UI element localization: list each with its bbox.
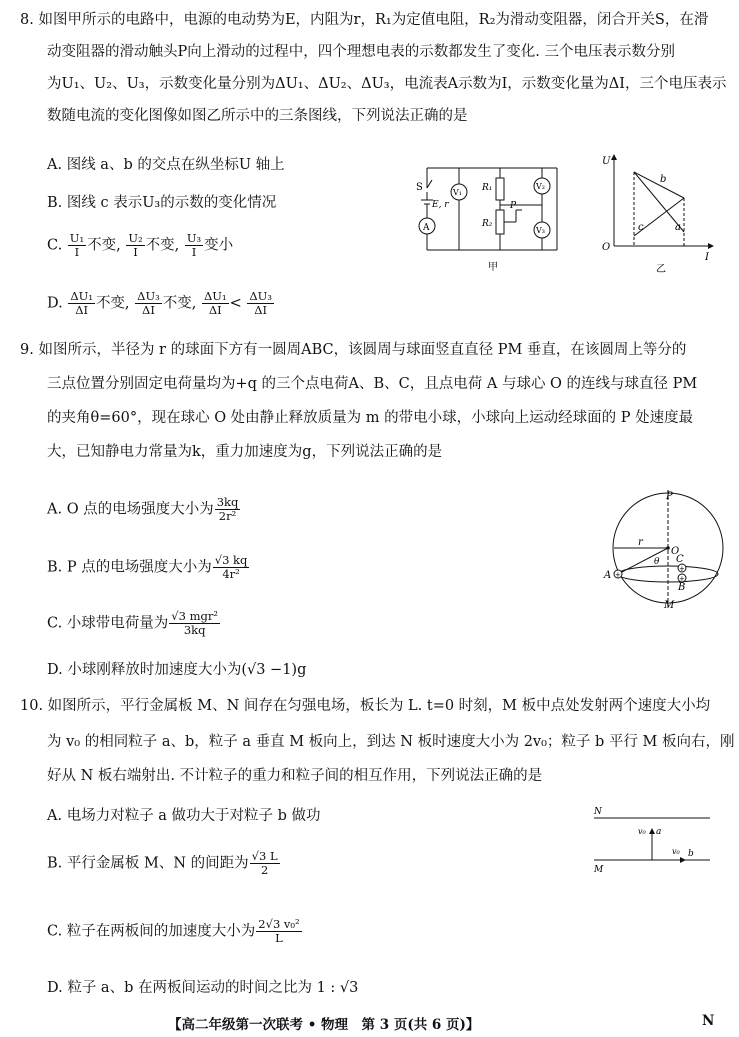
theta-label: θ: [654, 557, 660, 567]
q8-line-2: 动变阻器的滑动触头P向上滑动的过程中，四个理想电表的示数都发生了变化. 三个电压表示数分别: [47, 44, 675, 60]
charge-b-label: B: [678, 582, 686, 593]
point-o-label: O: [671, 546, 680, 557]
r2-label: R₂: [482, 219, 493, 229]
velocity-a-label: v₀: [638, 827, 646, 836]
q10-line-2: 为 v₀ 的相同粒子 a、b，粒子 a 垂直 M 板向上，到达 N 板时速度大小为 2v₀；粒子 b 平行 M 板向右，刚: [47, 734, 735, 750]
fraction: $\frac{√3 kq}{\text{4r²}}$: [214, 553, 248, 581]
fraction: $\frac{\text{ΔU₃}}{\Delta I}$: [137, 289, 160, 317]
line-a-label: a: [675, 222, 681, 233]
q8-line-3: 为U₁、U₂、U₃，示数变化量分别为ΔU₁、ΔU₂、ΔU₃，电流表A示数为I，示数变化量为ΔI，三个电压表示: [47, 76, 727, 92]
fraction: $\frac{\text{ΔU₁}}{\Delta I}$: [70, 289, 93, 317]
plate-m-label: M: [594, 865, 604, 875]
q9-option-a: A. O 点的电场强度大小为 $\frac{3kq}{\text{2r²}}$: [47, 495, 239, 523]
q8-option-d: D. $\frac{\text{ΔU₁}}{\Delta I}$ 不变, $\frac{\text{ΔU₃}}{\Delta I}$ 不变, $\frac{\text{ΔU₁}}{\Delta I}$ < $\frac{\text{ΔU₃}}{\Delta I}$: [47, 289, 272, 317]
point-p-label: P: [666, 491, 673, 502]
r1-label: R₁: [482, 183, 493, 193]
fraction: $\frac{\text{U₂}}{I}$: [128, 231, 143, 259]
line-c-label: c: [638, 222, 644, 233]
fraction: $\frac{\text{U₃}}{I}$: [186, 231, 202, 259]
q10-option-b: B. 平行金属板 M、N 的间距为 $\frac{√3 L}{2}$: [47, 849, 278, 877]
q9-line-1: 9. 如图所示，半径为 r 的球面下方有一圆周ABC，该圆周与球面竖直直径 PM 垂直，在该圆周上等分的: [20, 342, 687, 358]
q8-line-1: 8. 如图甲所示的电路中，电源的电动势为E，内阻为r，R₁为定值电阻，R₂为滑动变阻器，闭合开关S，在滑: [20, 12, 709, 28]
v1-label: V₁: [453, 188, 462, 197]
charge-c-label: C: [676, 554, 684, 565]
ammeter-label: A: [423, 223, 430, 233]
q8-option-c: C. $\frac{\text{U₁}}{I}$ 不变, $\frac{\text{U₂}}{I}$ 不变, $\frac{\text{U₃}}{I}$ 变小: [47, 231, 234, 259]
sphere-diagram: [602, 484, 727, 614]
line-b-label: b: [660, 174, 667, 185]
label-s: S: [416, 182, 423, 193]
q9-option-c: C. 小球带电荷量为 $\frac{\text{√3 mgr²}}{3kq}$: [47, 609, 218, 637]
v2-label: V₂: [536, 182, 545, 191]
svg-text:+: +: [615, 571, 621, 579]
fraction: $\frac{\text{U₁}}{I}$: [69, 231, 85, 259]
fraction: $\frac{\text{ΔU₃}}{\Delta I}$: [249, 289, 272, 317]
q9-option-d: D. 小球刚释放时加速度大小为(√3 −1)g: [47, 662, 307, 678]
footer-text: 【高二年级第一次联考 • 物理 第 3 页(共 6 页)】: [168, 1017, 480, 1033]
q9-option-b: B. P 点的电场强度大小为 $\frac{√3 kq}{\text{4r²}}$: [47, 553, 248, 581]
graph-yi: [592, 150, 717, 278]
fraction: $\frac{√3 L}{2}$: [251, 849, 278, 877]
q8-line-4: 数随电流的变化图像如图乙所示中的三条图线，下列说法正确的是: [47, 108, 468, 124]
v3-label: V₃: [536, 226, 545, 235]
figure-caption-yi: 乙: [656, 264, 666, 275]
axis-u-label: U: [602, 156, 611, 167]
particle-a-label: a: [656, 827, 662, 837]
parallel-plates-diagram: [590, 804, 715, 876]
q9-line-4: 大，已知静电力常量为k，重力加速度为g，下列说法正确的是: [47, 444, 443, 460]
charge-a-label: A: [604, 570, 612, 581]
fraction: $\frac{\text{√3 mgr²}}{3kq}$: [171, 609, 218, 637]
point-m-label: M: [664, 600, 675, 611]
fraction: $\frac{\text{ΔU₁}}{\Delta I}$: [203, 289, 227, 317]
q10-line-3: 好从 N 板右端射出. 不计粒子的重力和粒子间的相互作用，下列说法正确的是: [47, 768, 543, 784]
axis-i-label: I: [705, 252, 709, 263]
q9-line-3: 的夹角θ=60°，现在球心 O 处由静止释放质量为 m 的带电小球，小球向上运动经球面的 P 处速度最: [47, 410, 694, 426]
fraction: $\frac{\text{2√3 v₀²}}{L}$: [258, 917, 300, 945]
fraction: $\frac{3kq}{\text{2r²}}$: [216, 495, 239, 523]
particle-b-label: b: [688, 849, 694, 859]
q9-line-2: 三点位置分别固定电荷量均为+q 的三个点电荷A、B、C，且点电荷 A 与球心 O 的连线与球直径 PM: [47, 376, 698, 392]
label-er: E, r: [432, 200, 449, 210]
radius-label: r: [638, 537, 643, 548]
q10-option-a: A. 电场力对粒子 a 做功大于对粒子 b 做功: [47, 808, 321, 824]
plate-n-label: N: [594, 807, 602, 817]
q10-option-c: C. 粒子在两板间的加速度大小为 $\frac{\text{2√3 v₀²}}{L}$: [47, 917, 300, 945]
velocity-b-label: v₀: [672, 847, 680, 856]
p-label: P: [510, 201, 517, 211]
q10-option-d: D. 粒子 a、b 在两板间运动的时间之比为 1 : √3: [47, 980, 359, 996]
svg-text:+: +: [679, 575, 685, 583]
figure-caption-jia: 甲: [488, 262, 498, 273]
origin-label: O: [602, 242, 611, 253]
q8-option-b: B. 图线 c 表示U₃的示数的变化情况: [47, 195, 277, 211]
footer-code: N: [702, 1013, 715, 1029]
circuit-diagram-jia: [412, 160, 572, 275]
q8-option-a: A. 图线 a、b 的交点在纵坐标U 轴上: [47, 157, 285, 173]
q10-line-1: 10. 如图所示，平行金属板 M、N 间存在匀强电场，板长为 L. t=0 时刻，M 板中点处发射两个速度大小均: [20, 698, 711, 714]
svg-text:+: +: [679, 565, 685, 573]
